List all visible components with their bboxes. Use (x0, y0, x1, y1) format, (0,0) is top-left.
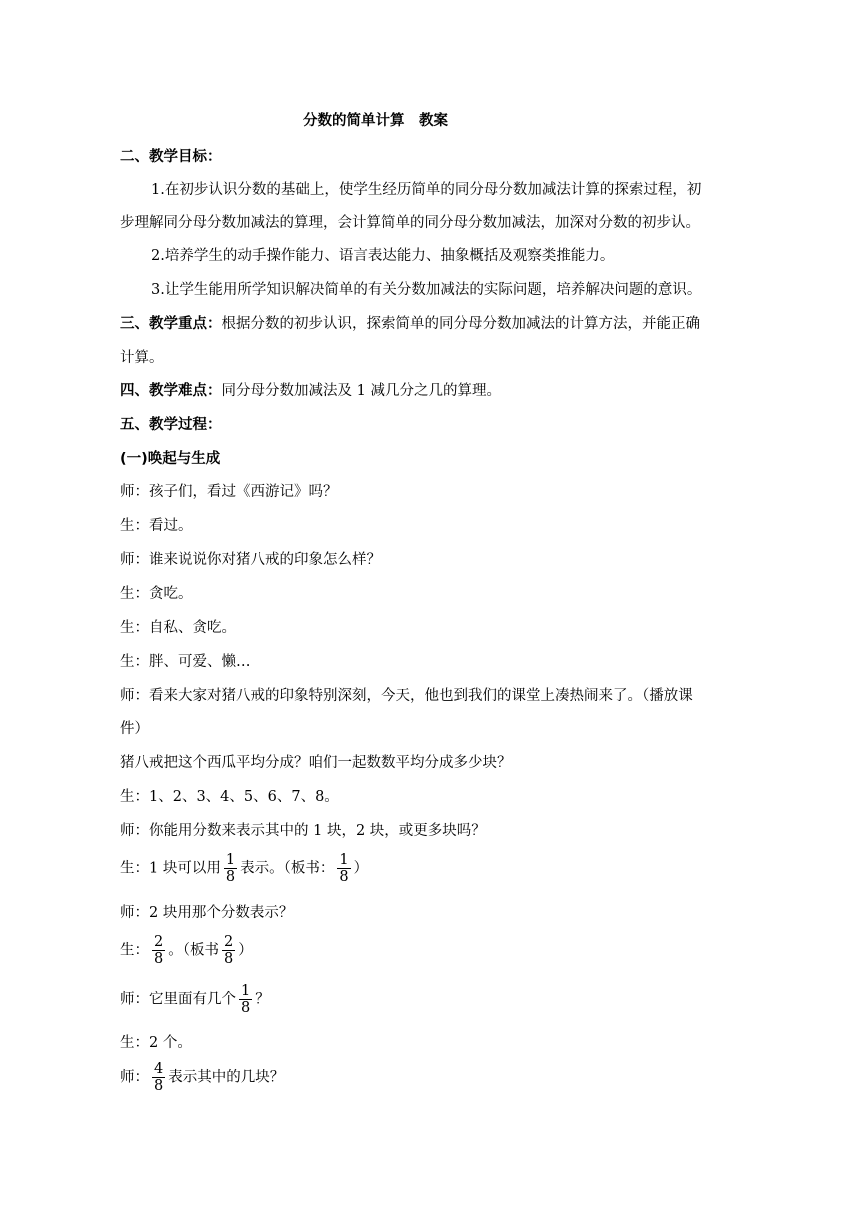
dialogue-line: 师：2 块用那个分数表示？ (120, 905, 294, 921)
dialogue-line: 生：自私、贪吃。 (120, 620, 236, 636)
key-text-cont: 计算。 (120, 350, 164, 366)
fraction (224, 852, 237, 885)
dialogue-line-fraction (120, 1061, 284, 1094)
fraction-denominator: 8 (241, 1000, 251, 1016)
key-text: 根据分数的初步认识，探索简单的同分母分数加减法的计算方法，并能正确 (221, 316, 700, 332)
sub-heading-1: (一)唤起与生成 (120, 451, 221, 467)
text-segment: 师： (120, 1069, 149, 1086)
difficult-text: 同分母分数加减法及 1 减几分之几的算理。 (221, 383, 501, 399)
text-segment: ？ (255, 991, 270, 1008)
dialogue-line: 师：孩子们，看过《西游记》吗？ (120, 484, 338, 500)
text-segment: 表示其中的几块？ (168, 1069, 285, 1086)
text-segment: 表示。（板书： (240, 860, 335, 877)
fraction-numerator: 2 (223, 934, 234, 950)
dialogue-line: 生：贪吃。 (120, 586, 193, 602)
dialogue-line-fraction (120, 852, 368, 885)
key-heading: 三、教学重点： (120, 316, 222, 332)
key-points (120, 314, 700, 334)
goals-heading: 二、教学目标： (120, 149, 222, 165)
dialogue-line: 生：2 个。 (120, 1035, 192, 1051)
goal-1-line-1: 1.在初步认识分数的基础上，使学生经历简单的同分母分数加减法计算的探索过程，初 (151, 182, 702, 198)
fraction (337, 852, 350, 885)
text-segment: 生： (120, 942, 149, 959)
text-segment: 师：它里面有几个 (120, 991, 236, 1008)
dialogue-line-fraction (120, 983, 270, 1016)
dialogue-line: 件） (120, 721, 149, 737)
dialogue-line: 师：你能用分数来表示其中的 1 块，2 块，或更多块吗？ (120, 823, 486, 839)
fraction-denominator: 8 (339, 869, 349, 885)
dialogue-line: 师：谁来说说你对猪八戒的印象怎么样？ (120, 552, 381, 568)
fraction (152, 934, 165, 967)
fraction (222, 934, 235, 967)
text-segment: 。（板书 (168, 942, 219, 959)
text-segment: 生：1 块可以用 (120, 860, 221, 877)
fraction-numerator: 1 (241, 983, 251, 999)
difficult-heading: 四、教学难点： (120, 383, 222, 399)
difficult-points (120, 381, 501, 401)
text-segment: ） (238, 942, 253, 959)
goal-1-line-2: 步理解同分母分数加减法的算理，会计算简单的同分母分数加减法，加深对分数的初步认。 (120, 215, 700, 231)
goal-2: 2.培养学生的动手操作能力、语言表达能力、抽象概括及观察类推能力。 (151, 248, 615, 264)
dialogue-line: 生：1、2、3、4、5、6、7、8。 (120, 789, 339, 805)
dialogue-line: 生：胖、可爱、懒… (120, 654, 251, 670)
dialogue-line: 猪八戒把这个西瓜平均分成？咱们一起数数平均分成多少块？ (120, 755, 512, 771)
fraction-numerator: 1 (225, 852, 236, 868)
text-segment: ） (353, 860, 369, 877)
fraction-numerator: 4 (154, 1061, 164, 1077)
fraction (239, 983, 252, 1016)
dialogue-line: 师：看来大家对猪八戒的印象特别深刻，今天，他也到我们的课堂上凑热闹来了。（播放课 (120, 688, 693, 704)
fraction (152, 1061, 165, 1094)
process-heading: 五、教学过程： (120, 417, 222, 433)
fraction-denominator: 8 (223, 951, 234, 967)
dialogue-line: 生：看过。 (120, 518, 193, 534)
fraction-denominator: 8 (154, 951, 164, 967)
fraction-numerator: 1 (339, 852, 349, 868)
fraction-denominator: 8 (225, 869, 236, 885)
fraction-denominator: 8 (154, 1078, 164, 1094)
page-title: 分数的简单计算 教案 (303, 113, 448, 129)
fraction-numerator: 2 (154, 934, 164, 950)
goal-3: 3.让学生能用所学知识解决简单的有关分数加减法的实际问题，培养解决问题的意识。 (151, 282, 702, 298)
dialogue-line-fraction (120, 934, 253, 967)
